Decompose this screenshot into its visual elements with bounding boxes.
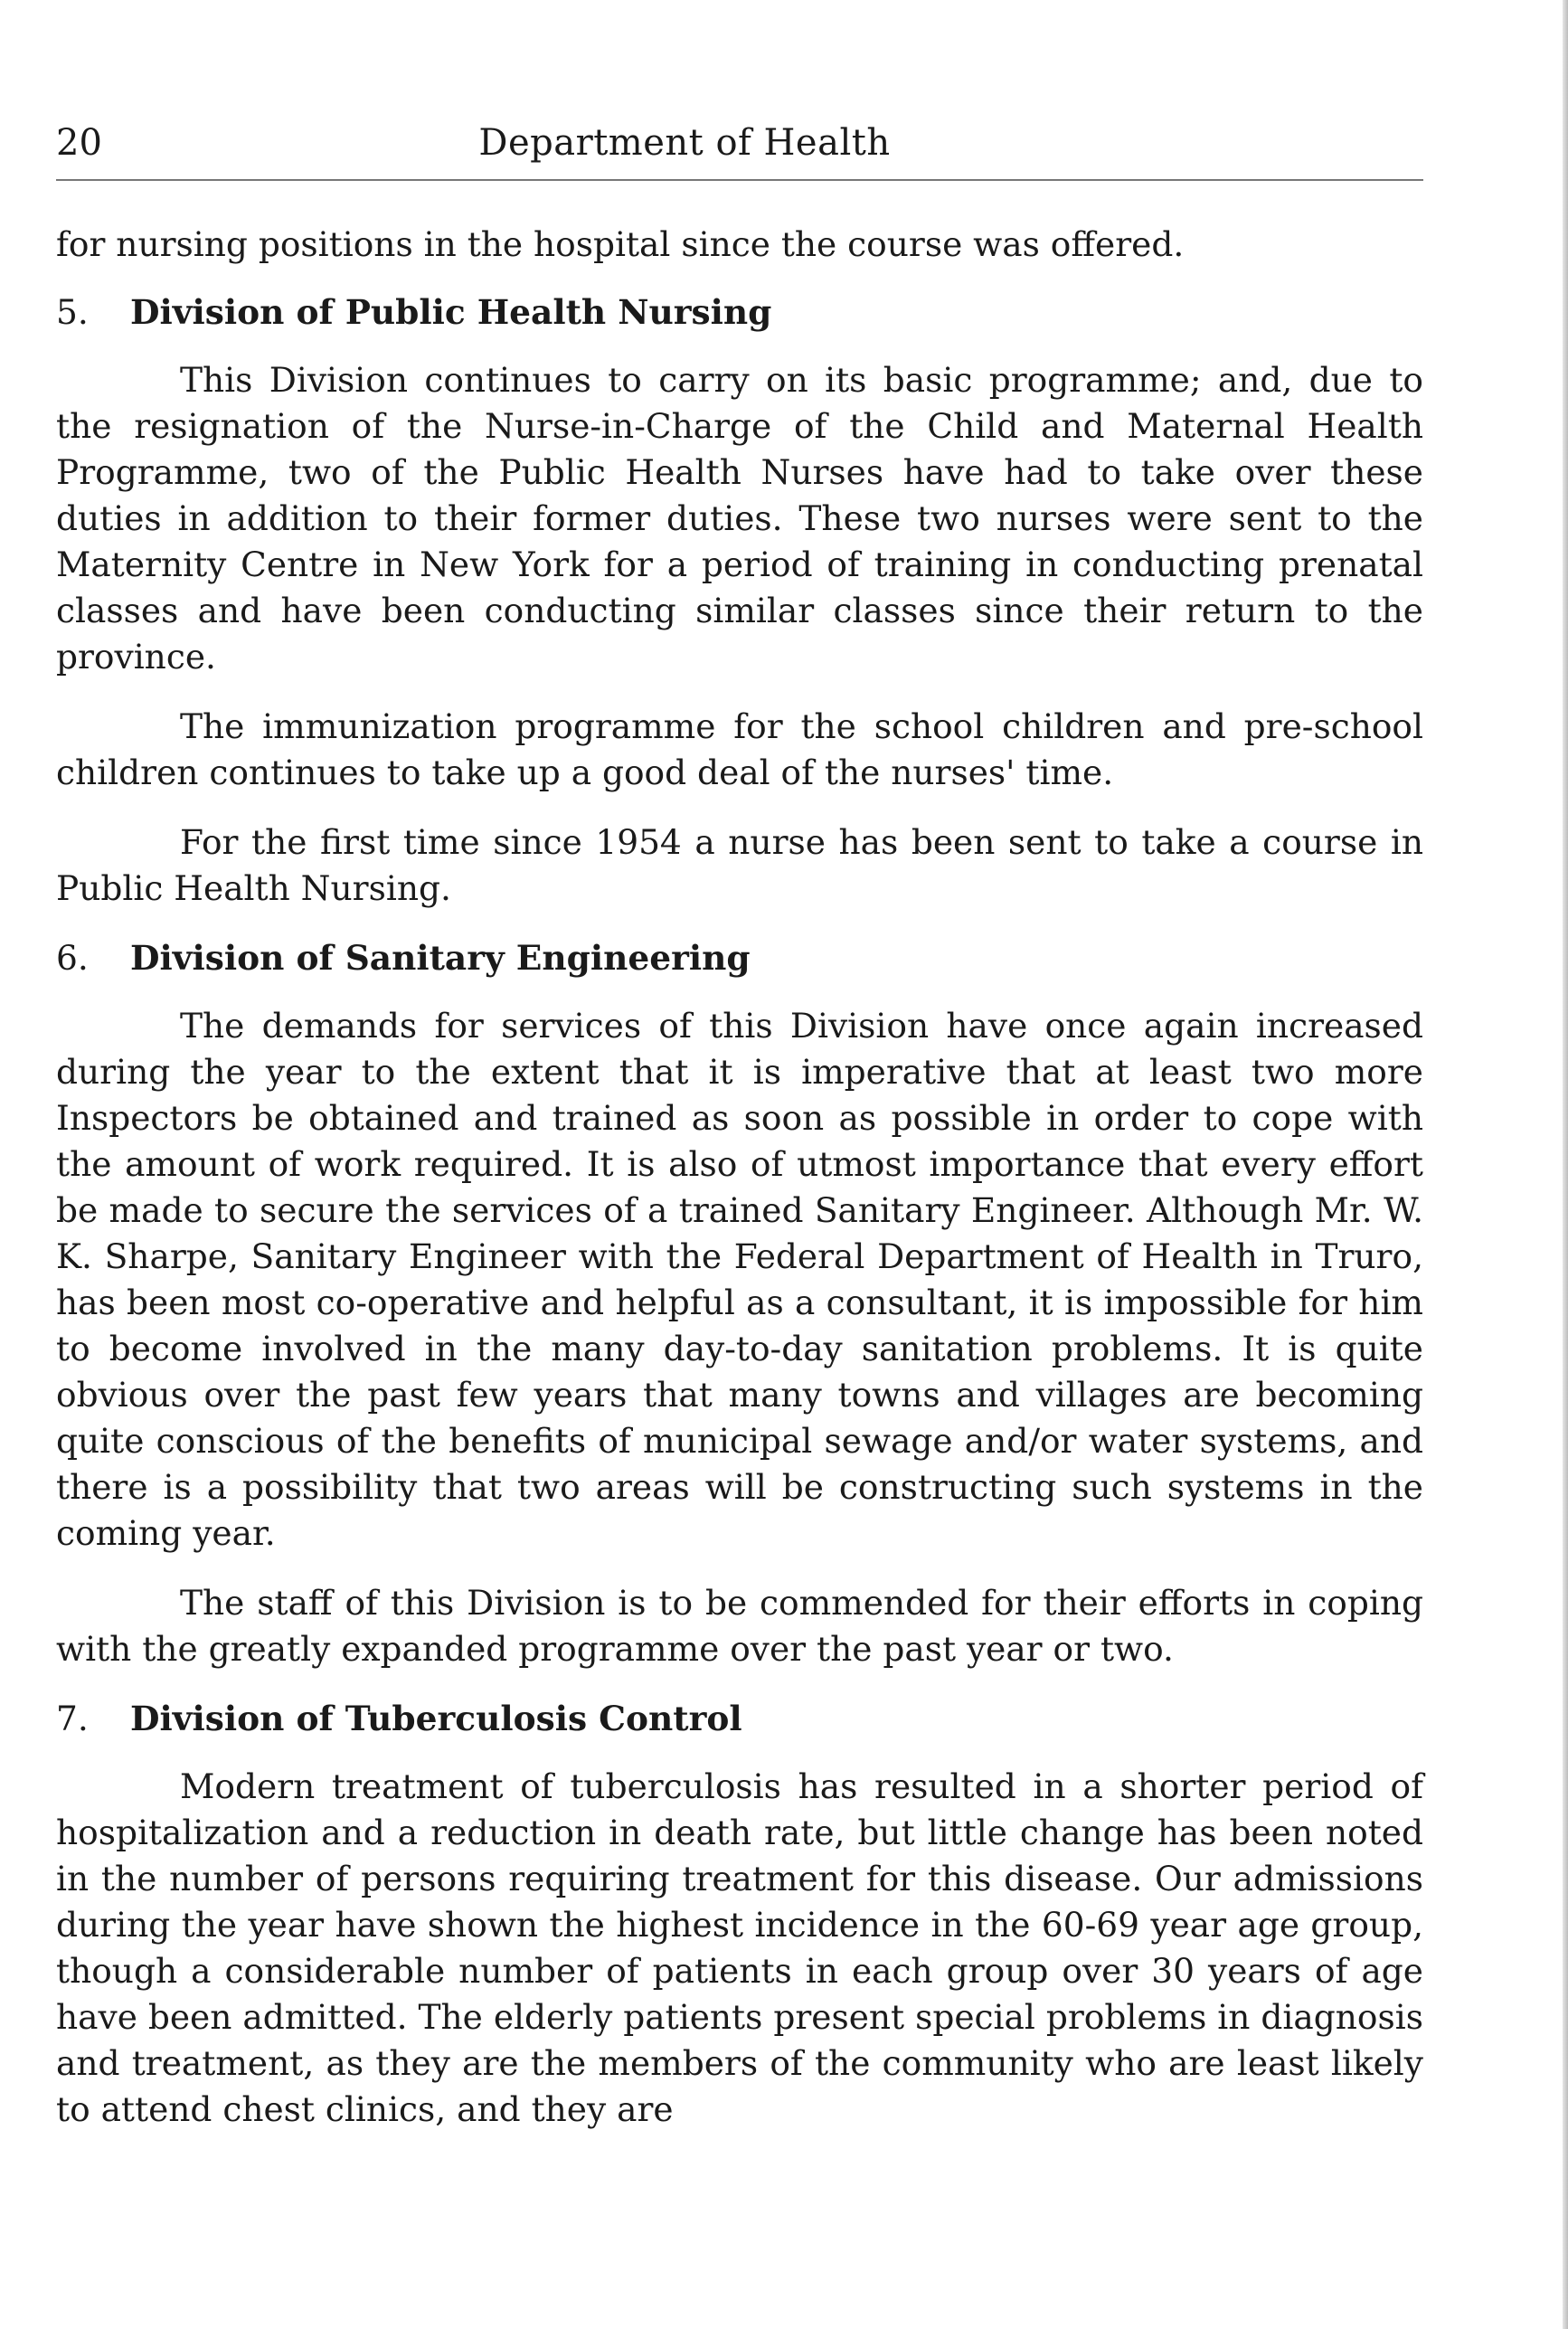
page-edge-shadow [1563,0,1568,2329]
page-header [56,116,1420,170]
section-title: Division of Public Health Nursing [130,292,772,332]
paragraph: This Division continues to carry on its basic programme; and, due to the resignation of the Nurse-in-Charge of the Child and Maternal Health Programme, two of the Public Health Nurses have had to take over these duties in addition to their former duties. These two nurses were sent to the Maternity Centre in New York for a period of training in conducting prenatal classes and have been conducting similar classes since their return to the province. [56,360,1423,677]
section-number: 7. [56,1699,89,1738]
header-rule [56,179,1423,181]
continuation-paragraph: for nursing positions in the hospital since the course was offered. [56,224,1185,264]
section-number: 5. [56,292,89,332]
paragraph: The staff of this Division is to be commended for their efforts in coping with the greatly expanded programme over the past year or two. [56,1583,1423,1669]
paragraph: Modern treatment of tuberculosis has resulted in a shorter period of hospitalization and a reduction in death rate, but little change has been noted in the number of persons requiring treatment for this disease. Our admissions during the year have shown the highest incidence in the 60-69 year age group, though a considerable number of patients in each group over 30 years of age have been admitted. The elderly patients present special problems in diagnosis and treatment, as they are the members of the community who are least likely to attend chest clinics, and they are [56,1766,1423,2129]
section-heading-public-health-nursing [56,289,1423,336]
body-text [56,222,1423,2133]
paragraph: The immunization programme for the school children and pre-school children continues to take up a good deal of the nurses' time. [56,706,1423,792]
section-title: Division of Tuberculosis Control [130,1699,742,1738]
section-title: Division of Sanitary Engineering [130,938,751,978]
section-heading-sanitary-engineering [56,935,1423,981]
paragraph: The demands for services of this Division have once again increased during the year to the extent that it is imperative that at least two more Inspectors be obtained and trained as soon as possible in order to cope with the amount of work required. It is also of utmost importance that every effort be made to secure the services of a trained Sanitary Engineer. Although Mr. W. K. Sharpe, Sanitary Engineer with the Federal Department of Health in Truro, has been most co-operative and helpful as a consultant, it is impossible for him to become involved in the many day-to-day sanitation problems. It is quite obvious over the past few years that many towns and villages are becoming quite conscious of the benefits of municipal sewage and/or water systems, and there is a possibility that two areas will be constructing such systems in the coming year. [56,1006,1423,1553]
section-heading-tuberculosis-control [56,1696,1423,1742]
paragraph: For the first time since 1954 a nurse has been sent to take a course in Public Health Nursing. [56,822,1423,908]
section-number: 6. [56,938,89,978]
running-title: Department of Health [478,122,891,164]
page-number: 20 [56,122,102,164]
